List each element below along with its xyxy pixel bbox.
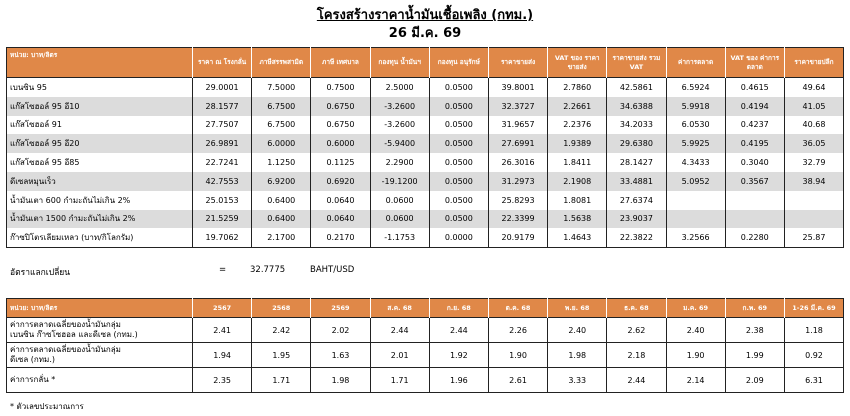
table-cell: 20.9179 bbox=[488, 228, 547, 247]
table-cell: 0.0600 bbox=[370, 191, 429, 210]
table-cell: 0.3040 bbox=[725, 153, 784, 172]
table-cell: 2.5000 bbox=[370, 78, 429, 97]
table-cell: 6.0000 bbox=[252, 134, 311, 153]
table-cell: 2.1908 bbox=[548, 172, 607, 191]
product-name: แก๊สโซฮอล์ 95 อี85 bbox=[10, 158, 80, 168]
table-cell: 0.0500 bbox=[429, 172, 488, 191]
table-cell bbox=[666, 210, 725, 229]
table-cell: 27.6374 bbox=[607, 191, 666, 210]
table-cell: 6.9200 bbox=[252, 172, 311, 191]
table-cell: 2.18 bbox=[607, 343, 666, 368]
col-header: หน่วย: บาท/ลิตร bbox=[7, 299, 193, 318]
marketing-margin-table bbox=[6, 298, 844, 393]
table-cell: 28.1577 bbox=[193, 97, 252, 116]
table-cell: 1.98 bbox=[311, 368, 370, 393]
table-cell: 2.61 bbox=[488, 368, 547, 393]
table-cell: 1.1250 bbox=[252, 153, 311, 172]
table-cell: 49.64 bbox=[784, 78, 843, 97]
table-cell: 34.2033 bbox=[607, 116, 666, 135]
table-cell: 1.90 bbox=[488, 343, 547, 368]
table-cell: 42.5861 bbox=[607, 78, 666, 97]
table-cell: 2.40 bbox=[666, 318, 725, 343]
table-cell: 29.0001 bbox=[193, 78, 252, 97]
row-label-line1: ค่าการตลาดเฉลี่ยของน้ำมันกลุ่ม bbox=[10, 319, 121, 329]
table-row bbox=[7, 134, 844, 153]
table-cell: 0.4615 bbox=[725, 78, 784, 97]
table-cell: 0.0500 bbox=[429, 116, 488, 135]
table-cell: 5.9918 bbox=[666, 97, 725, 116]
table-cell: 2.62 bbox=[607, 318, 666, 343]
col-header: 2568 bbox=[252, 299, 311, 318]
table-cell: 22.3399 bbox=[488, 210, 547, 229]
table-cell: 0.0500 bbox=[429, 78, 488, 97]
table-cell bbox=[784, 191, 843, 210]
table-cell: 39.8001 bbox=[488, 78, 547, 97]
table-cell: 0.6400 bbox=[252, 210, 311, 229]
table-cell: 1.5638 bbox=[548, 210, 607, 229]
table-cell: 0.92 bbox=[784, 343, 843, 368]
table-cell: 0.2280 bbox=[725, 228, 784, 247]
price-table-header bbox=[7, 48, 844, 78]
table-cell: 6.31 bbox=[784, 368, 843, 393]
table-row bbox=[7, 210, 844, 229]
table-cell: 40.68 bbox=[784, 116, 843, 135]
table-cell: 2.02 bbox=[311, 318, 370, 343]
table-cell: 0.6920 bbox=[311, 172, 370, 191]
table-cell: 6.7500 bbox=[252, 116, 311, 135]
col-header: กองทุน น้ำมันฯ bbox=[370, 48, 429, 78]
table-cell: 2.2376 bbox=[548, 116, 607, 135]
col-header: ราคา ณ โรงกลั่น bbox=[193, 48, 252, 78]
table-cell: 2.2661 bbox=[548, 97, 607, 116]
product-name: แก๊สโซฮอล์ 95 อี10 bbox=[7, 97, 193, 116]
page-date: 26 มี.ค. 69 bbox=[388, 26, 462, 41]
table-cell: 0.0600 bbox=[370, 210, 429, 229]
table-cell: 0.2170 bbox=[311, 228, 370, 247]
table-cell: 0.6750 bbox=[311, 116, 370, 135]
table-cell: 1.9389 bbox=[548, 134, 607, 153]
table-cell: 0.0500 bbox=[429, 191, 488, 210]
table-cell: 25.0153 bbox=[193, 191, 252, 210]
col-header: ภาษีสรรพสามิต bbox=[252, 48, 311, 78]
table-cell: 27.7507 bbox=[193, 116, 252, 135]
table-cell: 26.3016 bbox=[488, 153, 547, 172]
table-cell: 19.7062 bbox=[193, 228, 252, 247]
table-row bbox=[7, 172, 844, 191]
table-cell: 2.40 bbox=[548, 318, 607, 343]
product-name: เบนซิน 95 bbox=[7, 78, 193, 97]
col-header: 2569 bbox=[311, 299, 370, 318]
table-cell: 36.05 bbox=[784, 134, 843, 153]
col-header: VAT ของ ค่าการตลาด bbox=[725, 48, 784, 78]
table-cell: 0.0500 bbox=[429, 153, 488, 172]
table-cell: 1.4643 bbox=[548, 228, 607, 247]
table-cell: 2.42 bbox=[252, 318, 311, 343]
table-cell: 1.71 bbox=[370, 368, 429, 393]
row-label bbox=[7, 343, 193, 368]
col-header: ส.ค. 68 bbox=[370, 299, 429, 318]
table-cell: 1.90 bbox=[666, 343, 725, 368]
table-cell: 0.4194 bbox=[725, 97, 784, 116]
table-cell: 2.26 bbox=[488, 318, 547, 343]
table-cell: 2.38 bbox=[725, 318, 784, 343]
table-cell: 6.7500 bbox=[252, 97, 311, 116]
table-cell: 28.1427 bbox=[607, 153, 666, 172]
table-cell: 23.9037 bbox=[607, 210, 666, 229]
table-cell: -5.9400 bbox=[370, 134, 429, 153]
row-label bbox=[7, 318, 193, 343]
table-cell: 1.94 bbox=[193, 343, 252, 368]
product-name: แก๊สโซฮอล์ 91 bbox=[10, 120, 62, 130]
row-label-line2: ดีเซล (กทม.) bbox=[10, 355, 55, 364]
table-row bbox=[7, 228, 844, 247]
product-name: ดีเซลหมุนเร็ว bbox=[7, 172, 193, 191]
product-name: ก๊าซปิโตรเลียมเหลว (บาท/กิโลกรัม) bbox=[10, 233, 134, 243]
table-cell: 22.7241 bbox=[193, 153, 252, 172]
col-header: 1-26 มี.ค. 69 bbox=[784, 299, 843, 318]
margin-table-header bbox=[7, 299, 844, 318]
table-cell: 42.7553 bbox=[193, 172, 252, 191]
table-row bbox=[7, 97, 844, 116]
table-cell: 1.71 bbox=[252, 368, 311, 393]
table-cell: 0.0640 bbox=[311, 191, 370, 210]
table-cell: 31.9657 bbox=[488, 116, 547, 135]
table-cell: 2.41 bbox=[193, 318, 252, 343]
product-name: น้ำมันเตา 600 กำมะถันไม่เกิน 2% bbox=[10, 195, 131, 205]
table-row bbox=[7, 78, 844, 97]
table-row bbox=[7, 116, 844, 135]
table-cell: 3.33 bbox=[548, 368, 607, 393]
table-cell: 33.4881 bbox=[607, 172, 666, 191]
table-cell: 2.01 bbox=[370, 343, 429, 368]
table-cell: 25.8293 bbox=[488, 191, 547, 210]
col-header: ต.ค. 68 bbox=[488, 299, 547, 318]
table-cell: 7.5000 bbox=[252, 78, 311, 97]
col-header: ก.พ. 69 bbox=[725, 299, 784, 318]
table-cell: 2.35 bbox=[193, 368, 252, 393]
table-cell: 0.0500 bbox=[429, 210, 488, 229]
table-cell: 2.2900 bbox=[370, 153, 429, 172]
exchange-rate-value: 32.7775 bbox=[250, 265, 286, 275]
row-label-line2: เบนซิน ก๊าซโซฮอล และดีเซล (กทม.) bbox=[10, 330, 138, 339]
col-header: ม.ค. 69 bbox=[666, 299, 725, 318]
table-cell: 0.0500 bbox=[429, 134, 488, 153]
table-cell: 6.0530 bbox=[666, 116, 725, 135]
table-cell: 2.44 bbox=[607, 368, 666, 393]
table-cell: 4.3433 bbox=[666, 153, 725, 172]
table-cell: 0.0000 bbox=[429, 228, 488, 247]
table-cell: 1.63 bbox=[311, 343, 370, 368]
table-cell: 31.2973 bbox=[488, 172, 547, 191]
col-header: 2567 bbox=[193, 299, 252, 318]
col-header: ธ.ค. 68 bbox=[607, 299, 666, 318]
table-cell: 0.0500 bbox=[429, 97, 488, 116]
table-cell: 27.6991 bbox=[488, 134, 547, 153]
table-cell: 32.3727 bbox=[488, 97, 547, 116]
table-row bbox=[7, 191, 844, 210]
table-cell: 32.79 bbox=[784, 153, 843, 172]
table-row bbox=[7, 343, 844, 368]
table-cell: 0.7500 bbox=[311, 78, 370, 97]
table-cell: 1.8081 bbox=[548, 191, 607, 210]
table-cell: 2.1700 bbox=[252, 228, 311, 247]
table-cell: 5.0952 bbox=[666, 172, 725, 191]
col-header: ราคาขายส่ง bbox=[488, 48, 547, 78]
table-cell: 34.6388 bbox=[607, 97, 666, 116]
table-cell: -3.2600 bbox=[370, 116, 429, 135]
table-cell: 0.6000 bbox=[311, 134, 370, 153]
table-cell: 1.99 bbox=[725, 343, 784, 368]
table-cell: 6.5924 bbox=[666, 78, 725, 97]
table-cell: 1.92 bbox=[429, 343, 488, 368]
col-header: VAT ของ ราคาขายส่ง bbox=[548, 48, 607, 78]
col-header: พ.ย. 68 bbox=[548, 299, 607, 318]
exchange-rate-equals: = bbox=[219, 265, 227, 275]
table-cell: 2.7860 bbox=[548, 78, 607, 97]
table-cell: 0.6400 bbox=[252, 191, 311, 210]
table-cell: -1.1753 bbox=[370, 228, 429, 247]
table-cell bbox=[666, 191, 725, 210]
table-cell: 0.0640 bbox=[311, 210, 370, 229]
table-cell: 38.94 bbox=[784, 172, 843, 191]
table-cell: 22.3822 bbox=[607, 228, 666, 247]
col-header: ภาษี เทศบาล bbox=[311, 48, 370, 78]
exchange-rate-unit: BAHT/USD bbox=[310, 265, 355, 275]
table-cell: 0.4237 bbox=[725, 116, 784, 135]
product-name: แก๊สโซฮอล์ 95 อี20 bbox=[7, 134, 193, 153]
table-row bbox=[7, 368, 844, 393]
col-header: หน่วย: บาท/ลิตร bbox=[7, 48, 193, 78]
table-cell: 0.6750 bbox=[311, 97, 370, 116]
table-cell: 1.18 bbox=[784, 318, 843, 343]
table-cell: 2.44 bbox=[429, 318, 488, 343]
row-label bbox=[7, 368, 193, 393]
col-header: กองทุน อนุรักษ์ bbox=[429, 48, 488, 78]
table-row bbox=[7, 318, 844, 343]
table-cell: 3.2566 bbox=[666, 228, 725, 247]
table-cell: 2.14 bbox=[666, 368, 725, 393]
price-structure-table bbox=[6, 47, 844, 248]
exchange-rate-label: อัตราแลกเปลี่ยน bbox=[10, 268, 71, 278]
col-header: ค่าการตลาด bbox=[666, 48, 725, 78]
table-cell: 1.8411 bbox=[548, 153, 607, 172]
table-cell: -19.1200 bbox=[370, 172, 429, 191]
table-cell: 0.1125 bbox=[311, 153, 370, 172]
table-cell: 1.96 bbox=[429, 368, 488, 393]
table-cell: 29.6380 bbox=[607, 134, 666, 153]
table-cell bbox=[725, 210, 784, 229]
table-cell: 25.87 bbox=[784, 228, 843, 247]
table-cell bbox=[784, 210, 843, 229]
table-cell: 1.95 bbox=[252, 343, 311, 368]
table-cell: 0.3567 bbox=[725, 172, 784, 191]
row-label-line1: ค่าการกลั่น * bbox=[10, 374, 56, 384]
col-header: ก.ย. 68 bbox=[429, 299, 488, 318]
table-cell: 1.98 bbox=[548, 343, 607, 368]
table-cell: 2.09 bbox=[725, 368, 784, 393]
table-cell: 26.9891 bbox=[193, 134, 252, 153]
table-cell: 0.4195 bbox=[725, 134, 784, 153]
table-cell: 41.05 bbox=[784, 97, 843, 116]
col-header: ราคาขายส่ง รวม VAT bbox=[607, 48, 666, 78]
table-cell bbox=[725, 191, 784, 210]
table-cell: 21.5259 bbox=[193, 210, 252, 229]
row-label-line1: ค่าการตลาดเฉลี่ยของน้ำมันกลุ่ม bbox=[10, 344, 121, 354]
product-name: น้ำมันเตา 1500 กำมะถันไม่เกิน 2% bbox=[7, 210, 193, 229]
table-cell: 2.44 bbox=[370, 318, 429, 343]
table-cell: -3.2600 bbox=[370, 97, 429, 116]
table-row bbox=[7, 153, 844, 172]
page-title: โครงสร้างราคาน้ำมันเชื้อเพลิง (กทม.) bbox=[316, 8, 534, 23]
col-header: ราคาขายปลีก bbox=[784, 48, 843, 78]
table-cell: 5.9925 bbox=[666, 134, 725, 153]
footnote: * ตัวเลขประมาณการ bbox=[10, 402, 84, 411]
